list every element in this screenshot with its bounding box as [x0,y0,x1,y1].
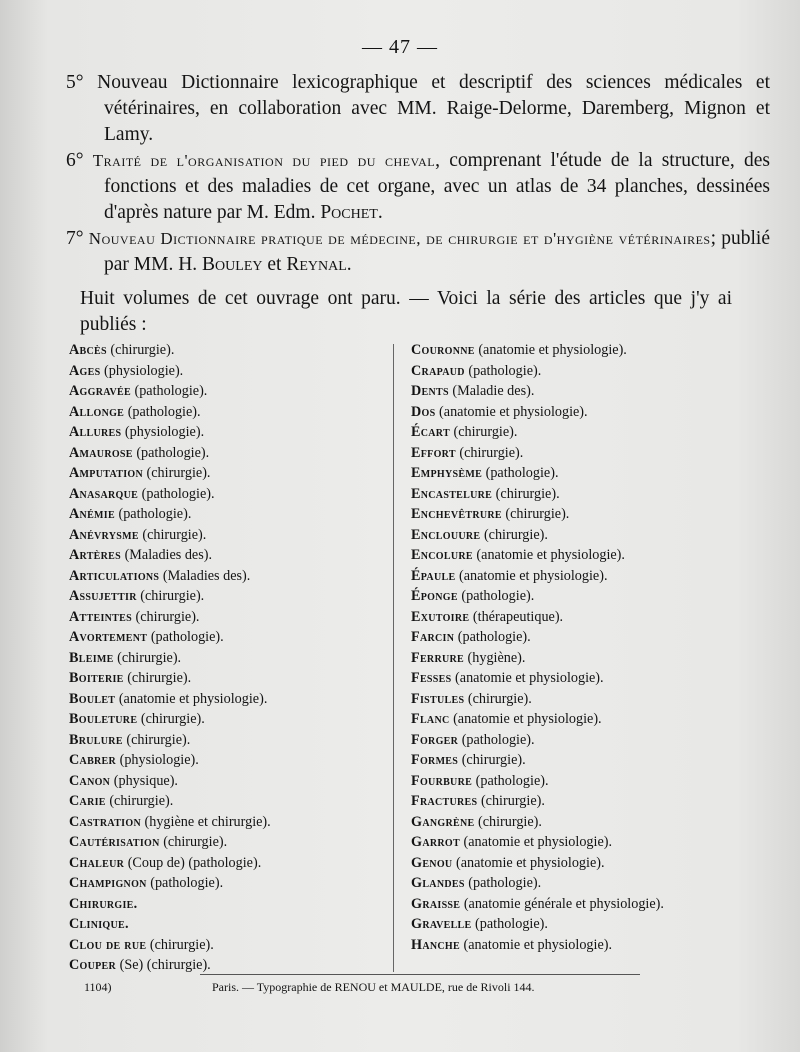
article-item [411,750,741,771]
article-note: (anatomie générale et physiologie). [463,895,664,912]
article-note: (chirurgie). [459,444,524,461]
article-item [411,627,741,648]
article-term: Gravelle [411,916,472,932]
article-item [411,832,741,853]
article-note: (anatomie et physiologie). [455,670,604,686]
article-item [411,709,741,730]
article-term: Aggravée [69,383,131,399]
article-note: (pathologie). [468,875,542,891]
article-note: (anatomie et physiologie). [453,711,602,727]
article-note: (chirurgie). [140,711,205,727]
article-term: Amputation [69,465,143,481]
article-item [411,935,741,956]
article-item [69,668,387,689]
article-item [411,402,741,423]
article-item [69,832,387,853]
article-note: (anatomie et physiologie). [476,547,625,563]
article-item [69,463,387,484]
article-note: (hygiène). [467,649,526,666]
article-term: Allures [69,424,122,440]
article-item [411,607,741,628]
article-note: (Se) (chirurgie). [119,957,211,973]
article-term: Enclouure [411,526,481,543]
article-note: (anatomie et physiologie). [458,567,608,584]
article-item [69,545,387,566]
article-note: (anatomie et physiologie). [455,854,605,871]
article-note: (pathologie). [461,731,535,748]
article-note: (chirurgie). [453,424,518,440]
entry-number: 6° [66,150,84,171]
article-item [411,361,741,382]
article-term: Cabrer [69,752,117,768]
article-note: (thérapeutique). [472,608,564,625]
article-item [411,873,741,894]
article-item [69,504,387,525]
column-divider [393,344,394,972]
article-item [69,361,387,382]
article-term: Allonge [69,403,125,420]
print-number: 1104) [84,980,112,994]
article-note: (chirurgie). [495,485,560,502]
article-note: (chirurgie). [109,793,174,809]
article-term: Hanche [411,936,460,953]
article-term: Gangrène [411,813,475,830]
article-item [411,668,741,689]
entry-title: Nouveau Dictionnaire pratique de médecine, de chirurgie et d'hygiène vétérinaires [88,229,711,248]
article-term: Clinique. [69,916,129,932]
article-term: Castration [69,813,141,830]
article-item [69,422,387,443]
article-item [69,771,387,792]
article-item [69,709,387,730]
article-term: Anémie [69,506,115,522]
article-item [69,443,387,464]
article-term: Canon [69,772,111,789]
article-term: Couper [69,957,117,973]
article-note: (pathologie). [485,465,559,481]
article-term: Bouleture [69,711,138,727]
article-note: (Maladie des). [452,383,535,399]
articles-list-right [411,340,741,955]
article-term: Anévrysme [69,526,139,543]
article-note: (chirurgie). [135,608,200,625]
article-term: Effort [411,444,456,461]
article-note: (Maladies des). [162,567,251,584]
article-term: Amaurose [69,444,133,461]
article-note: (Maladies des). [124,547,213,563]
article-note: (pathologie). [118,506,192,522]
entry-end: . [346,254,352,275]
article-item [411,545,741,566]
article-item [411,443,741,464]
entry-text: , comprenant l'étude de la structure, des fonctions et des maladies de cet organe, avec un atlas de 34 planches, dessinées d'après nature par M. Edm. [104,150,770,223]
article-note: (anatomie et physiologie). [118,690,268,707]
article-note: (physique). [113,772,178,789]
article-term: Écart [411,424,450,440]
article-item [411,853,741,874]
article-note: (chirurgie). [142,526,207,543]
article-term: Genou [411,854,453,871]
article-item [69,791,387,812]
entry-text: ; publié par MM. H. [104,228,770,275]
article-item [411,771,741,792]
article-item [69,627,387,648]
article-item [69,607,387,628]
article-item [69,853,387,874]
article-term: Dents [411,383,449,399]
article-note: (pathologie). [150,629,224,645]
entry-title: Traité de l'organisation du pied du cheval [92,151,436,170]
article-item [69,873,387,894]
article-note: (physiologie). [104,362,184,379]
article-term: Fourbure [411,772,473,789]
article-term: Boiterie [69,670,124,686]
article-term: Formes [411,752,459,768]
article-item [69,894,387,915]
entry-number: 7° [66,228,84,249]
article-term: Forger [411,731,459,748]
article-item [411,525,741,546]
article-item [69,935,387,956]
article-note: (chirurgie). [127,670,192,686]
article-term: Dos [411,403,436,420]
article-term: Chaleur [69,854,125,871]
entry-number: 5° [66,72,84,93]
author-name: Reynal [286,254,347,275]
article-term: Brulure [69,731,123,748]
article-term: Ferrure [411,649,464,666]
bibliography-entry-5 [66,70,770,148]
article-term: Fractures [411,793,478,809]
article-item [411,648,741,669]
article-note: (anatomie et physiologie). [463,936,613,953]
article-note: (chirurgie). [461,752,526,768]
article-note: (pathologie). [461,588,535,604]
article-term: Exutoire [411,608,470,625]
article-term: Avortement [69,629,148,645]
article-item [411,812,741,833]
article-note: (anatomie et physiologie). [463,834,613,850]
article-note: (chirurgie). [478,813,542,830]
article-term: Artères [69,547,122,563]
article-term: Couronne [411,342,475,358]
articles-intro: Huit volumes de cet ouvrage ont paru. — Voici la série des articles que j'y ai publiés : [80,288,732,335]
article-note: (anatomie et physiologie). [478,342,627,358]
article-item [411,340,741,361]
article-term: Glandes [411,875,465,891]
article-item [411,894,741,915]
articles-list-left [69,340,387,976]
article-note: (pathologie). [475,772,549,789]
article-item [411,566,741,587]
article-item [69,730,387,751]
article-term: Éponge [411,588,458,604]
entry-mid: et [262,254,287,275]
article-term: Articulations [69,567,160,584]
article-term: Graisse [411,895,461,912]
entry-text: Nouveau Dictionnaire lexicographique et descriptif des sciences médicales et vétérinaires, en collaboration avec MM. Raige-Delorme, Daremberg, Mignon et Lamy. [97,72,770,145]
article-item [411,791,741,812]
footer-divider [200,974,640,975]
page-number: — 47 — [362,36,438,58]
article-item [411,484,741,505]
article-item [69,484,387,505]
article-term: Abcès [69,342,107,358]
printer-imprint: Paris. — Typographie de RENOU et MAULDE, rue de Rivoli 144. [212,980,535,994]
article-item [69,340,387,361]
article-term: Encolure [411,547,473,563]
article-item [69,750,387,771]
article-item [411,586,741,607]
article-term: Farcin [411,629,455,645]
article-item [69,525,387,546]
article-note: (physiologie). [124,424,205,440]
bibliography-entry-6 [66,148,770,226]
article-term: Crapaud [411,362,465,379]
article-term: Chirurgie. [69,895,138,912]
article-note: (pathologie). [468,362,542,379]
article-note: (chirurgie). [467,690,532,707]
article-note: (chirurgie). [480,793,545,809]
article-item [411,463,741,484]
article-note: (Coup de) (pathologie). [127,854,262,871]
article-term: Emphysème [411,465,483,481]
article-item [69,402,387,423]
entry-end: . [377,202,383,223]
article-item [69,689,387,710]
article-term: Cautérisation [69,834,160,850]
article-note: (physiologie). [119,752,199,768]
article-item [411,689,741,710]
article-term: Fesses [411,670,452,686]
article-note: (pathologie). [475,916,548,932]
article-note: (chirurgie). [126,731,191,748]
article-note: (pathologie). [457,629,531,645]
article-note: (chirurgie). [146,465,211,481]
article-item [411,422,741,443]
article-term: Flanc [411,711,450,727]
article-item [69,381,387,402]
article-note: (pathologie). [141,485,215,502]
article-item [69,586,387,607]
article-note: (chirurgie). [117,649,182,666]
article-term: Carie [69,793,106,809]
article-note: (chirurgie). [140,588,205,604]
bibliography-entry-7 [66,226,770,278]
article-term: Anasarque [69,485,139,502]
article-note: (anatomie et physiologie). [439,403,588,420]
author-name: Pochet [320,202,378,223]
article-note: (pathologie). [136,444,210,461]
article-item [69,955,387,976]
article-term: Garrot [411,834,460,850]
article-item [411,730,741,751]
article-term: Épaule [411,567,456,584]
article-item [69,648,387,669]
article-note: (pathologie). [150,875,224,891]
article-term: Champignon [69,875,147,891]
article-term: Assujettir [69,588,137,604]
article-note: (chirurgie). [483,526,548,543]
article-item [69,812,387,833]
article-term: Clou de rue [69,936,147,953]
article-note: (chirurgie). [149,936,214,953]
article-term: Enchevêtrure [411,506,502,522]
article-term: Ages [69,362,101,379]
article-item [69,914,387,935]
article-note: (chirurgie). [163,834,228,850]
article-term: Encastelure [411,485,493,502]
article-item [411,381,741,402]
article-note: (chirurgie). [505,506,570,522]
article-item [411,504,741,525]
article-note: (hygiène et chirurgie). [144,813,271,830]
article-item [411,914,741,935]
article-item [69,566,387,587]
article-term: Atteintes [69,608,132,625]
article-term: Boulet [69,690,116,707]
article-term: Bleime [69,649,114,666]
article-note: (chirurgie). [110,342,175,358]
article-term: Fistules [411,690,465,707]
article-note: (pathologie). [134,383,208,399]
author-name: Bouley [202,254,263,275]
article-note: (pathologie). [127,403,201,420]
